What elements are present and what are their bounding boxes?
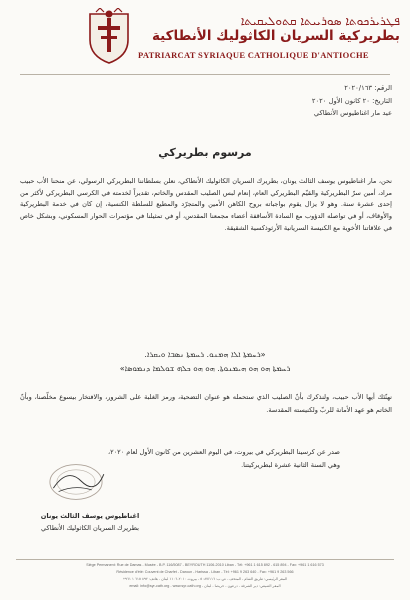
body-paragraph: نحن، مار اغناطيوس يوسف الثالث يونان، بطريرك السريان الكاثوليك الأنطاكي، نعلن بسلطاننا البطريركي الرسولي، عن منحنا الأب حبيب مراد، أمين سرّ البطريركية والقيّم البطريركي العام، إنعام لبس الصليب المقدس والخاتم، تقديراً لخدمته في الكرسي البطريركي لأكثر من إحدى عشرة سنة. وهو لا يزال يقوم بواجباته بروح الكاهن الأمين والمتجرّد والمطيع للسلطة الكنسية، إن كان في خدمة البطريركية والأوقاف، أو في تواصله الدؤوب مع السادة الأساقفة أعضاء مجمعنا المقدس، أو في تمثيلنا في مؤتمرات الحوار المسكوني، وبشكل خاص في علاقاتنا الأخوية مع الكنيسة السريانية الأرثوذكسية الشقيقة.: [20, 177, 392, 232]
footer: [14, 562, 396, 590]
header-divider: [20, 74, 390, 75]
patriarchal-seal-icon: [40, 462, 112, 502]
document-date: التاريخ: ٢٠ كانون الأول ٢٠٢٠: [311, 96, 392, 105]
occasion: عيد مار اغناطيوس الأنطاكي: [313, 109, 392, 117]
body-paragraph: نهنّئك أيها الأب حبيب، ولنذكرك بأنّ الصليب الذي ستحمله هو عنوان التضحية، ورمز الغلبة على الشرور، والافتخار بيسوع مخلّصنا، وبأنّ الخاتم هو عهد الأمانة للربّ ولكنيسته المقدسة.: [20, 392, 392, 415]
signer-block: [20, 510, 160, 534]
closing-line: صدر عن كرسينا البطريركي في بيروت، في اليوم العشرين من كانون الأول لعام ٢٠٢٠،: [107, 448, 340, 456]
footer-line: Résidence d'été: Couvent de Charfet - Daroun - Harissa - Liban - Tél: +961 9 263 640 - Fax: +961 9 263 566: [116, 570, 294, 574]
arabic-name: بطريركية السريان الكاثوليك الأنطاكية: [151, 28, 400, 44]
patriarchate-crest-icon: [86, 8, 132, 66]
french-name: PATRIARCAT SYRIAQUE CATHOLIQUE D'ANTIOCHE: [138, 50, 369, 60]
syriac-name: ܦܛܪܝܪܟܘܬܐ ܣܘܪܝܝܬܐ ܩܬܘܠܝܩܝܬܐ: [240, 14, 400, 28]
footer-line: المقر الصيفي: دير الشرفة - درعون - حريصا - لبنان - email: info@syr-cath.org - www.syr-cath.org: [129, 584, 281, 588]
quote-line: «ܪܚܡܬܐ ܐܠܐ ܗܡܢܘ. ܪܚܡܬܐ ܢܣܒܐ ܘܝܩܪܐ.: [144, 350, 266, 359]
footer-divider: [16, 559, 394, 560]
page-title: مرسوم بطريركي: [158, 146, 252, 159]
syriac-quote: [16, 348, 394, 376]
signer-title: بطريرك السريان الكاثوليك الأنطاكي: [41, 524, 139, 532]
decree-body: [20, 176, 392, 235]
quote-line: ܪܚܡܬܐ ܗܘ ܗܘ ܗܝܡܢܘܬܐ. ܗܘ ܗܘ ܟܠܗ ܫܘܠܡܐ ܕܢܡܘܣܐ»: [119, 364, 291, 373]
document-meta: [192, 82, 392, 120]
signer-name: اغناطيوس يوسف الثالث يونان: [40, 512, 140, 520]
reference-number: الرقم: ٢٠٢٠/١٦٣: [344, 84, 392, 92]
blessing-body: [20, 384, 392, 424]
footer-line: Siège Permanent: Rue de Damas - Musée - B.P. 116/5087 - BEYROUTH 1106-2010 Liban - Tél: +961 1 615 892 - 615 894 - Fax: +961 1 616 573: [86, 563, 324, 567]
closing-line: وهي السنة الثانية عشرة لبطريركيتنا.: [241, 460, 340, 469]
footer-line: المقر الرئيسي: طريق الشام - المتحف - ص.ب: ٥٠٨٧/١١٦ - بيروت ٢٠١٠-١١٠٦ لبنان - هاتف: ٨٩٢ ٦١٥ ١ ٩٦١+: [122, 577, 288, 581]
